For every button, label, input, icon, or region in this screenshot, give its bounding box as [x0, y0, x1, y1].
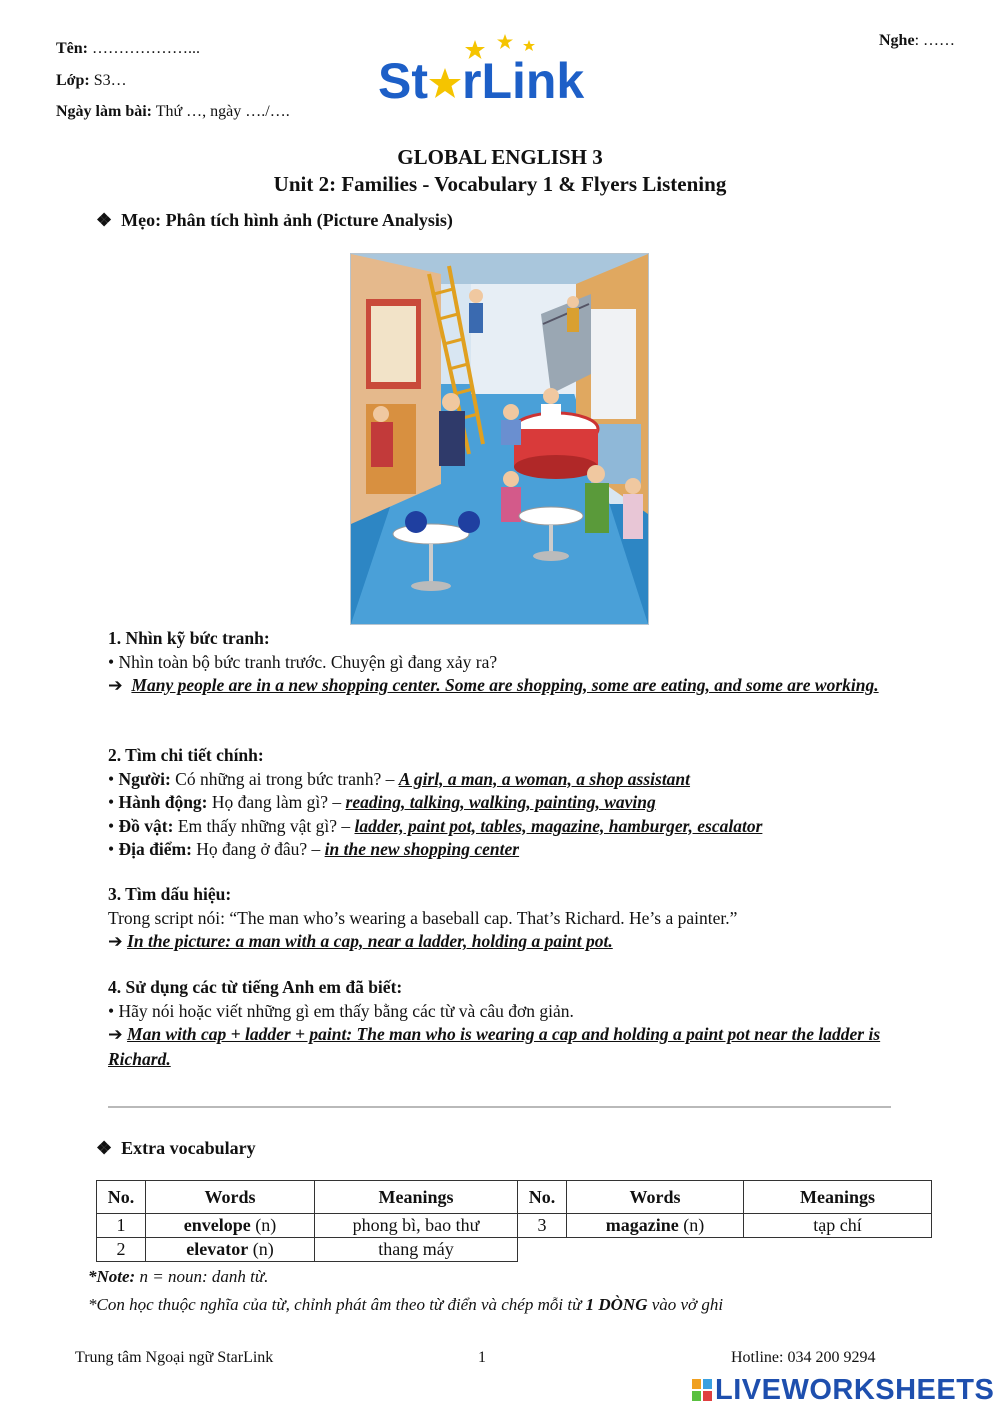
section-3-answer — [108, 930, 928, 955]
table-row — [97, 1238, 932, 1262]
footer-center-name: Trung tâm Ngoại ngữ StarLink — [75, 1349, 274, 1366]
detail-objects: • Đồ vật: Em thấy những vật gì? – ladder, paint pot, tables, magazine, hamburger, escalator — [108, 815, 763, 836]
instruction-line — [88, 1295, 723, 1315]
detail-place: • Địa điểm: Họ đang ở đâu? – in the new shopping center — [108, 839, 520, 859]
vocab-word — [146, 1214, 315, 1238]
detail-actions-question: Họ đang làm gì? – — [207, 792, 346, 812]
section-1-answer — [108, 674, 928, 699]
vocab-word-text: envelope — [183, 1215, 251, 1235]
shopping-center-picture — [350, 253, 649, 625]
section-3-answer-text: In the picture: a man with a cap, near a ladder, holding a paint pot. — [127, 931, 613, 951]
section-3-text: Trong script nói: “The man who’s wearing a baseball cap. That’s Richard. He’s a painter.” — [108, 907, 738, 928]
section-key-details — [108, 744, 928, 862]
col-meanings: Meanings — [315, 1181, 518, 1214]
empty-cell — [744, 1238, 932, 1262]
shopping-center-illustration — [351, 254, 648, 624]
liveworksheets-icon — [692, 1379, 712, 1401]
arrow-right-icon: ➔ — [108, 932, 123, 952]
extra-vocab-heading — [96, 1138, 256, 1159]
section-1-heading: 1. Nhìn kỹ bức tranh: — [108, 628, 270, 648]
date-value: Thứ …, ngày …./…. — [152, 103, 290, 120]
detail-place-answer: in the new shopping center — [324, 839, 520, 859]
date-line — [56, 103, 290, 121]
detail-place-label: Địa điểm: — [118, 839, 192, 859]
vocab-no: 1 — [97, 1214, 146, 1238]
instruction-text-a: *Con học thuộc nghĩa của từ, chỉnh phát âm theo từ điển và chép mỗi từ — [88, 1295, 586, 1314]
brand-text: LIVEWORKSHEETS — [715, 1374, 995, 1406]
vocab-word-text: elevator — [186, 1239, 249, 1259]
table-row — [97, 1214, 932, 1238]
arrow-right-icon: ➔ — [108, 1025, 123, 1045]
section-4-answer-text: Man with cap + ladder + paint: The man who is wearing a cap and holding a paint pot near the ladder is Richard. — [108, 1024, 881, 1069]
section-look-at-picture — [108, 627, 928, 699]
arrow-right-icon: ➔ — [108, 676, 123, 696]
vocab-no: 2 — [97, 1238, 146, 1262]
detail-people: • Người: Có những ai trong bức tranh? – A girl, a man, a woman, a shop assistant — [108, 768, 691, 789]
listening-score — [879, 32, 955, 50]
vocab-word — [567, 1214, 744, 1238]
page-number: 1 — [478, 1349, 486, 1366]
logo-text-a: St — [378, 53, 428, 109]
detail-objects-label: Đồ vật: — [118, 815, 174, 836]
vocab-header-row — [97, 1181, 932, 1214]
student-name-line — [56, 40, 200, 58]
vocab-word — [146, 1238, 315, 1262]
hotline: Hotline: 034 200 9294 — [731, 1349, 876, 1366]
page-subtitle: Unit 2: Families - Vocabulary 1 & Flyers Listening — [273, 172, 727, 196]
detail-objects-question: Em thấy những vật gì? – — [173, 815, 355, 836]
class-label: Lớp: — [56, 72, 90, 89]
vocab-table — [96, 1180, 932, 1262]
detail-actions-answer: reading, talking, walking, painting, waving — [345, 792, 656, 812]
section-4-heading: 4. Sử dụng các từ tiếng Anh em đã biết: — [108, 977, 403, 997]
section-4-text-body: Hãy nói hoặc viết những gì em thấy bằng các từ và câu đơn giản. — [118, 1000, 574, 1021]
extra-vocab-title: Extra vocabulary — [121, 1138, 256, 1158]
col-no: No. — [518, 1181, 567, 1214]
detail-objects-answer: ladder, paint pot, tables, magazine, hamburger, escalator — [354, 815, 763, 836]
section-2-heading: 2. Tìm chi tiết chính: — [108, 745, 264, 765]
class-value: S3… — [89, 72, 127, 89]
vocab-meaning: phong bì, bao thư — [315, 1214, 518, 1238]
vocab-no: 3 — [518, 1214, 567, 1238]
logo-text — [378, 52, 584, 110]
note-text: n = noun: danh từ. — [135, 1267, 269, 1286]
col-words: Words — [567, 1181, 744, 1214]
col-meanings: Meanings — [744, 1181, 932, 1214]
vocab-meaning: tạp chí — [744, 1214, 932, 1238]
note-line — [88, 1267, 268, 1287]
section-4-text: • Hãy nói hoặc viết những gì em thấy bằng các từ và câu đơn giản. — [108, 1000, 574, 1021]
section-use-english — [108, 976, 928, 1071]
diamond-bullet-icon: ❖ — [96, 1138, 113, 1158]
detail-place-question: Họ đang ở đâu? – — [191, 839, 325, 859]
note-label: *Note: — [88, 1267, 136, 1286]
logo-star-icon — [429, 67, 461, 101]
name-label: Tên: — [56, 40, 88, 57]
detail-people-answer: A girl, a man, a woman, a shop assistant — [398, 768, 691, 789]
listening-value: : …… — [914, 32, 956, 49]
diamond-bullet-icon: ❖ — [96, 210, 113, 230]
empty-cell — [567, 1238, 744, 1262]
tip-text: Mẹo: Phân tích hình ảnh (Picture Analysis) — [121, 210, 453, 230]
page-title: GLOBAL ENGLISH 3 — [397, 145, 603, 169]
vocab-pos: (n) — [250, 1215, 277, 1235]
empty-cell — [518, 1238, 567, 1262]
date-label: Ngày làm bài: — [56, 103, 152, 120]
section-3-heading: 3. Tìm dấu hiệu: — [108, 884, 232, 904]
col-no: No. — [97, 1181, 146, 1214]
detail-actions-label: Hành động: — [118, 792, 208, 812]
detail-people-label: Người: — [118, 768, 171, 789]
section-1-question-text: Nhìn toàn bộ bức tranh trước. Chuyện gì đang xảy ra? — [118, 651, 498, 672]
logo-text-b: rLink — [462, 53, 585, 109]
section-1-answer-text: Many people are in a new shopping center. Some are shopping, some are eating, and some are working. — [131, 675, 879, 695]
vocab-pos: (n) — [248, 1239, 274, 1259]
divider — [108, 1106, 891, 1108]
vocab-meaning: thang máy — [315, 1238, 518, 1262]
class-line — [56, 72, 127, 90]
liveworksheets-brand — [692, 1374, 994, 1407]
col-words: Words — [146, 1181, 315, 1214]
tip-heading — [96, 210, 453, 231]
section-find-clues — [108, 883, 928, 955]
detail-actions: • Hành động: Họ đang làm gì? – reading, talking, walking, painting, waving — [108, 792, 656, 812]
name-value[interactable]: ………………... — [88, 40, 200, 57]
listening-label: Nghe — [879, 32, 915, 49]
section-4-answer — [108, 1023, 928, 1071]
instruction-emphasis: 1 DÒNG — [585, 1295, 648, 1314]
instruction-text-c: vào vở ghi — [647, 1295, 724, 1314]
section-1-question: • Nhìn toàn bộ bức tranh trước. Chuyện gì đang xảy ra? — [108, 651, 498, 672]
vocab-pos: (n) — [678, 1215, 705, 1235]
vocab-word-text: magazine — [605, 1215, 679, 1235]
detail-people-question: Có những ai trong bức tranh? – — [170, 768, 399, 789]
starlink-logo — [378, 30, 628, 110]
